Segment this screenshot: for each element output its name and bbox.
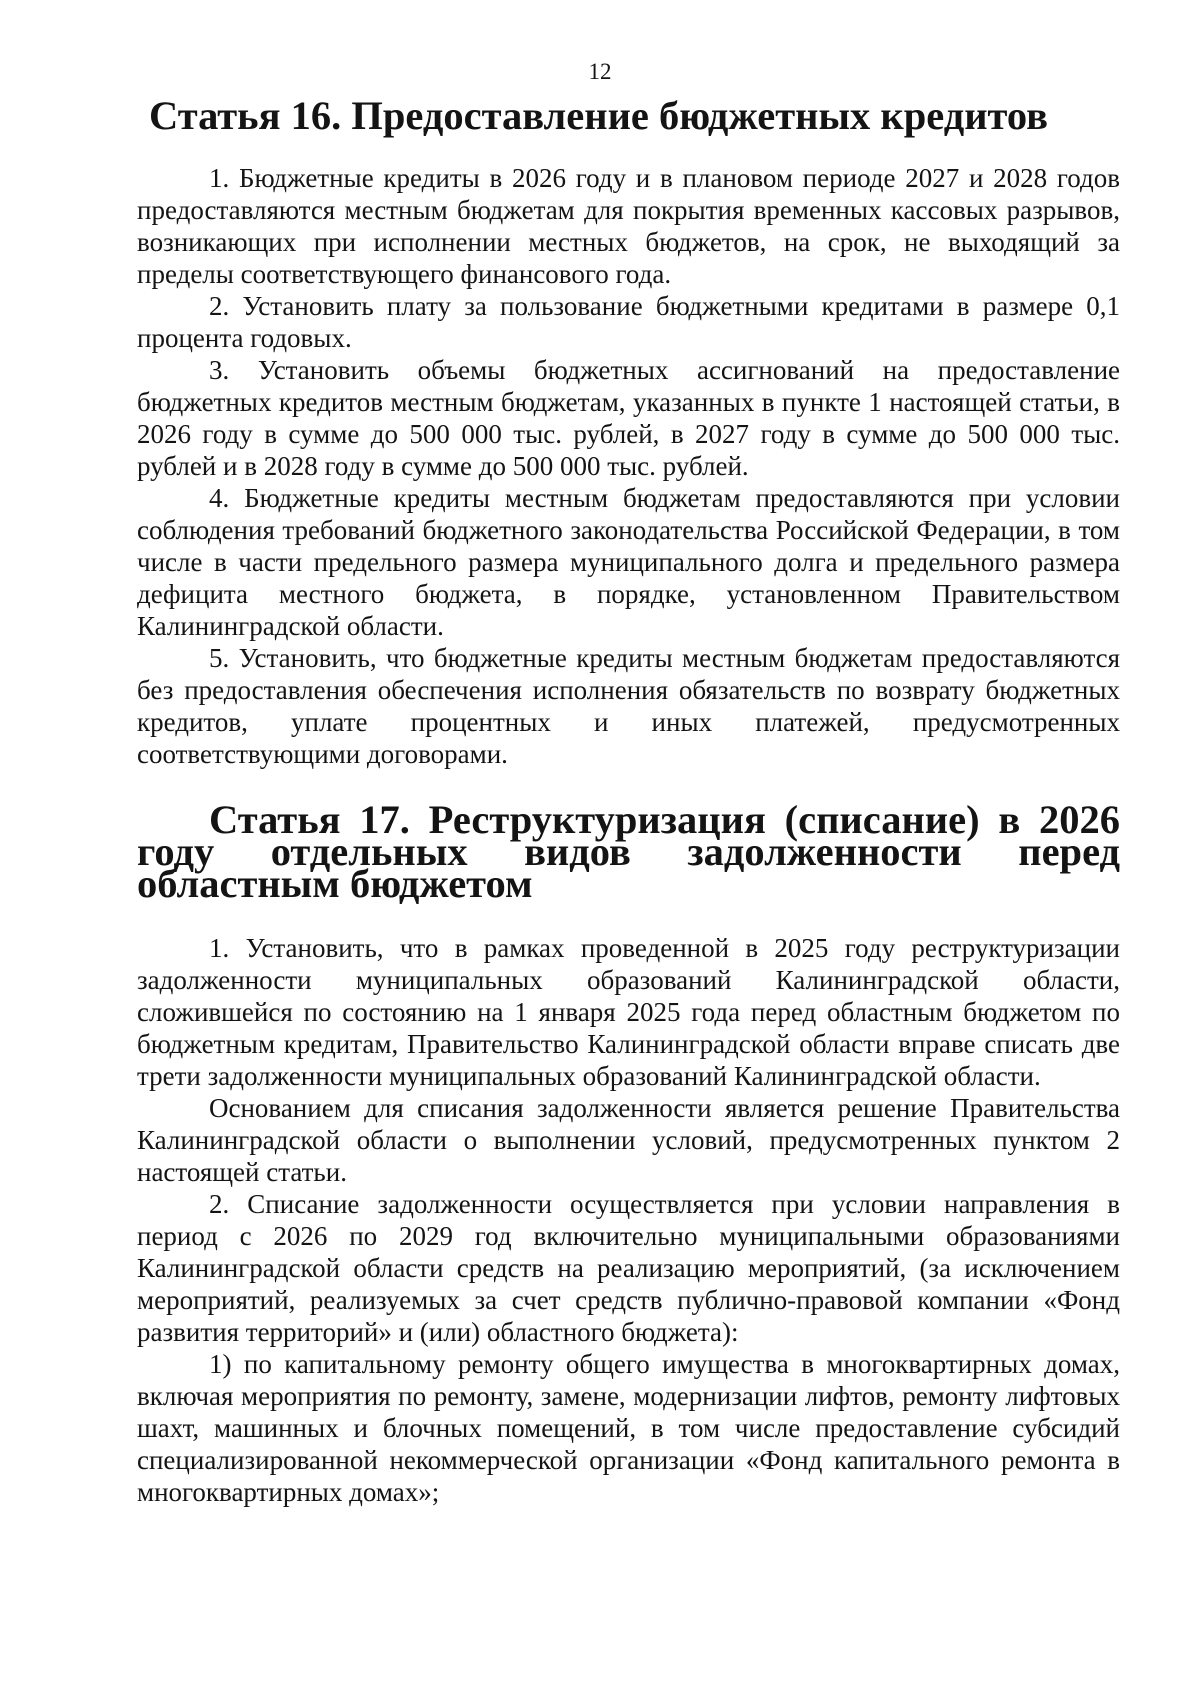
page-number: 12 (588, 59, 612, 84)
article-16-paragraph-2: 2. Установить плату за пользование бюджетными кредитами в размере 0,1 процента годовых. (137, 291, 1120, 353)
article-16-paragraph-3: 3. Установить объемы бюджетных ассигнований на предоставление бюджетных кредитов местным бюджетам, указанных в пункте 1 настоящей статьи, в 2026 году в сумме до 500 000 тыс. рублей, в 2027 году в сумме до 500 000 тыс. рублей и в 2028 году в сумме до 500 000 тыс. рублей. (137, 355, 1120, 481)
article-16 (137, 93, 1120, 770)
article-17-paragraph-basis: Основанием для списания задолженности является решение Правительства Калининградской области о выполнении условий, предусмотренных пунктом 2 настоящей статьи. (137, 1093, 1120, 1187)
document-body (137, 93, 1120, 1508)
article-17 (137, 797, 1120, 1508)
article-17-paragraph-1: 1. Установить, что в рамках проведенной в 2025 году реструктуризации задолженности муниципальных образований Калининградской области, сложившейся по состоянию на 1 января 2025 года перед областным бюджетом по бюджетным кредитам, Правительство Калининградской области вправе списать две трети задолженности муниципальных образований Калининградской области. (137, 933, 1120, 1091)
article-17-paragraph-2: 2. Списание задолженности осуществляется при условии направления в период с 2026 по 2029 год включительно муниципальными образованиями Калининградской области средств на реализацию мероприятий, (за исключением мероприятий, реализуемых за счет средств публично-правовой компании «Фонд развития территорий» и (или) областного бюджета): (137, 1189, 1120, 1347)
article-17-title: Статья 17. Реструктуризация (списание) в 2026 году отдельных видов задолженности перед областным бюджетом (137, 797, 1120, 906)
article-16-paragraph-4: 4. Бюджетные кредиты местным бюджетам предоставляются при условии соблюдения требований бюджетного законодательства Российской Федерации, в том числе в части предельного размера муниципального долга и предельного размера дефицита местного бюджета, в порядке, установленном Правительством Калининградской области. (137, 483, 1120, 641)
article-17-subitem-1: 1) по капитальному ремонту общего имущества в многоквартирных домах, включая мероприятия по ремонту, замене, модернизации лифтов, ремонту лифтовых шахт, машинных и блочных помещений, в том числе предоставление субсидий специализированной некоммерческой организации «Фонд капитального ремонта в многоквартирных домах»; (137, 1349, 1120, 1507)
article-16-title: Статья 16. Предоставление бюджетных кредитов (148, 93, 1049, 138)
article-16-paragraph-5: 5. Установить, что бюджетные кредиты местным бюджетам предоставляются без предоставления обеспечения исполнения обязательств по возврату бюджетных кредитов, уплате процентных и иных платежей, предусмотренных соответствующими договорами. (137, 643, 1120, 769)
article-16-paragraph-1: 1. Бюджетные кредиты в 2026 году и в плановом периоде 2027 и 2028 годов предоставляются местным бюджетам для покрытия временных кассовых разрывов, возникающих при исполнении местных бюджетов, на срок, не выходящий за пределы соответствующего финансового года. (137, 163, 1120, 289)
